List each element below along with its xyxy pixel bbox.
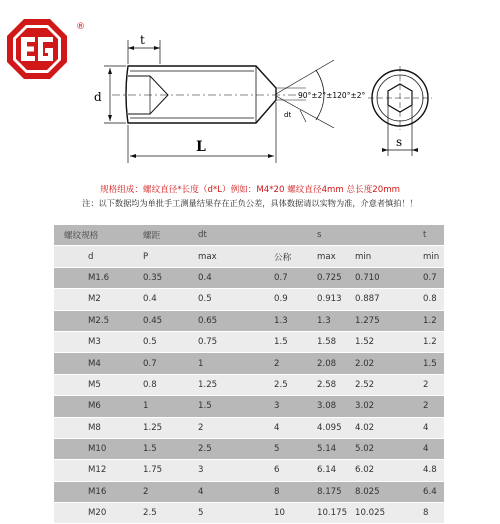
- table-cell: 2.02: [345, 353, 401, 374]
- table-cell: 10: [248, 503, 299, 524]
- table-cell: 4: [401, 438, 444, 459]
- table-cell: 2: [123, 481, 178, 502]
- table-cell: 1.5: [401, 353, 444, 374]
- table-cell: M2: [54, 289, 123, 310]
- table-cell: max: [178, 246, 248, 267]
- table-cell: 1: [178, 353, 248, 374]
- table-cell: 2: [401, 396, 444, 417]
- table-cell: M5: [54, 374, 123, 395]
- table-cell: 3: [178, 460, 248, 481]
- table-cell: 4: [248, 417, 299, 438]
- table-cell: 1: [123, 396, 178, 417]
- table-cell: 0.75: [178, 331, 248, 352]
- table-cell: 0.7: [401, 267, 444, 288]
- table-cell: P: [123, 246, 178, 267]
- table-cell: 6.02: [345, 460, 401, 481]
- table-cell: 0.5: [178, 289, 248, 310]
- table-cell: M2.5: [54, 310, 123, 331]
- table-cell: min: [345, 246, 401, 267]
- table-cell: 4.095: [299, 417, 345, 438]
- table-cell: 0.8: [401, 289, 444, 310]
- table-cell: 2.5: [178, 438, 248, 459]
- table-cell: 螺距: [123, 225, 178, 246]
- table-row: [54, 289, 444, 310]
- table-cell: 1.3: [299, 310, 345, 331]
- table-cell: 0.7: [123, 353, 178, 374]
- table-cell: 10.025: [345, 503, 401, 524]
- table-cell: 3.08: [299, 396, 345, 417]
- table-cell: t: [401, 225, 444, 246]
- table-cell: 6.14: [299, 460, 345, 481]
- table-cell: 3: [248, 396, 299, 417]
- table-cell: 0.8: [123, 374, 178, 395]
- table-cell: M6: [54, 396, 123, 417]
- table-cell: max: [299, 246, 345, 267]
- table-cell: 1.5: [248, 331, 299, 352]
- table-cell: 0.9: [248, 289, 299, 310]
- table-cell: 0.5: [123, 331, 178, 352]
- table-cell: 2.5: [123, 503, 178, 524]
- table-cell: M3: [54, 331, 123, 352]
- table-cell: 5: [178, 503, 248, 524]
- tolerance-disclaimer: 注：以下数据均为单批手工测量结果存在正负公差，具体数据请以实物为准，介意者慎拍！！: [82, 198, 418, 208]
- table-cell: 4.8: [401, 460, 444, 481]
- table-cell: 1.25: [178, 374, 248, 395]
- table-row: [54, 503, 444, 524]
- table-cell: 螺纹规格: [54, 225, 123, 246]
- table-cell: 0.4: [123, 289, 178, 310]
- table-cell: 0.887: [345, 289, 401, 310]
- label-dt: dt: [284, 111, 292, 119]
- table-row: [54, 374, 444, 395]
- table-cell: 公称: [248, 246, 299, 267]
- table-cell: 1.75: [123, 460, 178, 481]
- table-row: [54, 481, 444, 502]
- table-cell: 0.7: [248, 267, 299, 288]
- table-cell: 1.2: [401, 310, 444, 331]
- table-cell: 1.275: [345, 310, 401, 331]
- table-cell: 0.725: [299, 267, 345, 288]
- registered-mark: ®: [76, 22, 85, 32]
- table-cell: 2: [248, 353, 299, 374]
- table-cell: 2.58: [299, 374, 345, 395]
- set-screw-drawing: [0, 0, 500, 180]
- table-row: [54, 438, 444, 459]
- table-cell: 8: [248, 481, 299, 502]
- table-cell: 3.02: [345, 396, 401, 417]
- table-cell: [345, 225, 401, 246]
- table-cell: 1.25: [123, 417, 178, 438]
- table-cell: d: [54, 246, 123, 267]
- table-header-row: [54, 225, 444, 246]
- table-cell: 1.2: [401, 331, 444, 352]
- table-cell: 5.14: [299, 438, 345, 459]
- table-cell: 8.175: [299, 481, 345, 502]
- table-cell: 2: [401, 374, 444, 395]
- table-cell: 0.45: [123, 310, 178, 331]
- table-cell: 1.5: [178, 396, 248, 417]
- table-cell: 6.4: [401, 481, 444, 502]
- table-cell: 0.913: [299, 289, 345, 310]
- spec-table: [54, 225, 444, 524]
- table-row: [54, 417, 444, 438]
- table-cell: 4: [178, 481, 248, 502]
- table-cell: 1.52: [345, 331, 401, 352]
- table-cell: 0.710: [345, 267, 401, 288]
- table-row: [54, 460, 444, 481]
- table-cell: 4.02: [345, 417, 401, 438]
- table-cell: 2.5: [248, 374, 299, 395]
- table-row: [54, 331, 444, 352]
- table-cell: 8: [401, 503, 444, 524]
- table-cell: M8: [54, 417, 123, 438]
- table-cell: 1.58: [299, 331, 345, 352]
- table-cell: 2: [178, 417, 248, 438]
- table-cell: 1.3: [248, 310, 299, 331]
- table-cell: 2.52: [345, 374, 401, 395]
- table-cell: M12: [54, 460, 123, 481]
- table-cell: 8.025: [345, 481, 401, 502]
- table-row: [54, 267, 444, 288]
- table-cell: 2.08: [299, 353, 345, 374]
- table-cell: dt: [178, 225, 248, 246]
- table-subheader-row: [54, 246, 444, 267]
- label-s: s: [396, 135, 403, 149]
- table-row: [54, 396, 444, 417]
- table-cell: M20: [54, 503, 123, 524]
- table-cell: M16: [54, 481, 123, 502]
- angle-label: 90°±2°±120°±2°: [298, 91, 366, 100]
- table-cell: M4: [54, 353, 123, 374]
- table-cell: 1.5: [123, 438, 178, 459]
- table-cell: 0.4: [178, 267, 248, 288]
- table-cell: M1.6: [54, 267, 123, 288]
- table-cell: min: [401, 246, 444, 267]
- label-d: d: [94, 90, 102, 104]
- table-cell: 0.35: [123, 267, 178, 288]
- label-L: L: [196, 139, 206, 155]
- table-cell: 4: [401, 417, 444, 438]
- table-cell: s: [299, 225, 345, 246]
- table-row: [54, 353, 444, 374]
- table-cell: [248, 225, 299, 246]
- table-cell: M10: [54, 438, 123, 459]
- label-t: t: [140, 33, 145, 47]
- table-cell: 5: [248, 438, 299, 459]
- table-cell: 10.175: [299, 503, 345, 524]
- table-row: [54, 310, 444, 331]
- spec-format-note: 规格组成：螺纹直径*长度（d*L）例如：M4*20 螺纹直径4mm 总长度20mm: [100, 185, 400, 195]
- table-cell: 5.02: [345, 438, 401, 459]
- table-cell: 0.65: [178, 310, 248, 331]
- table-cell: 6: [248, 460, 299, 481]
